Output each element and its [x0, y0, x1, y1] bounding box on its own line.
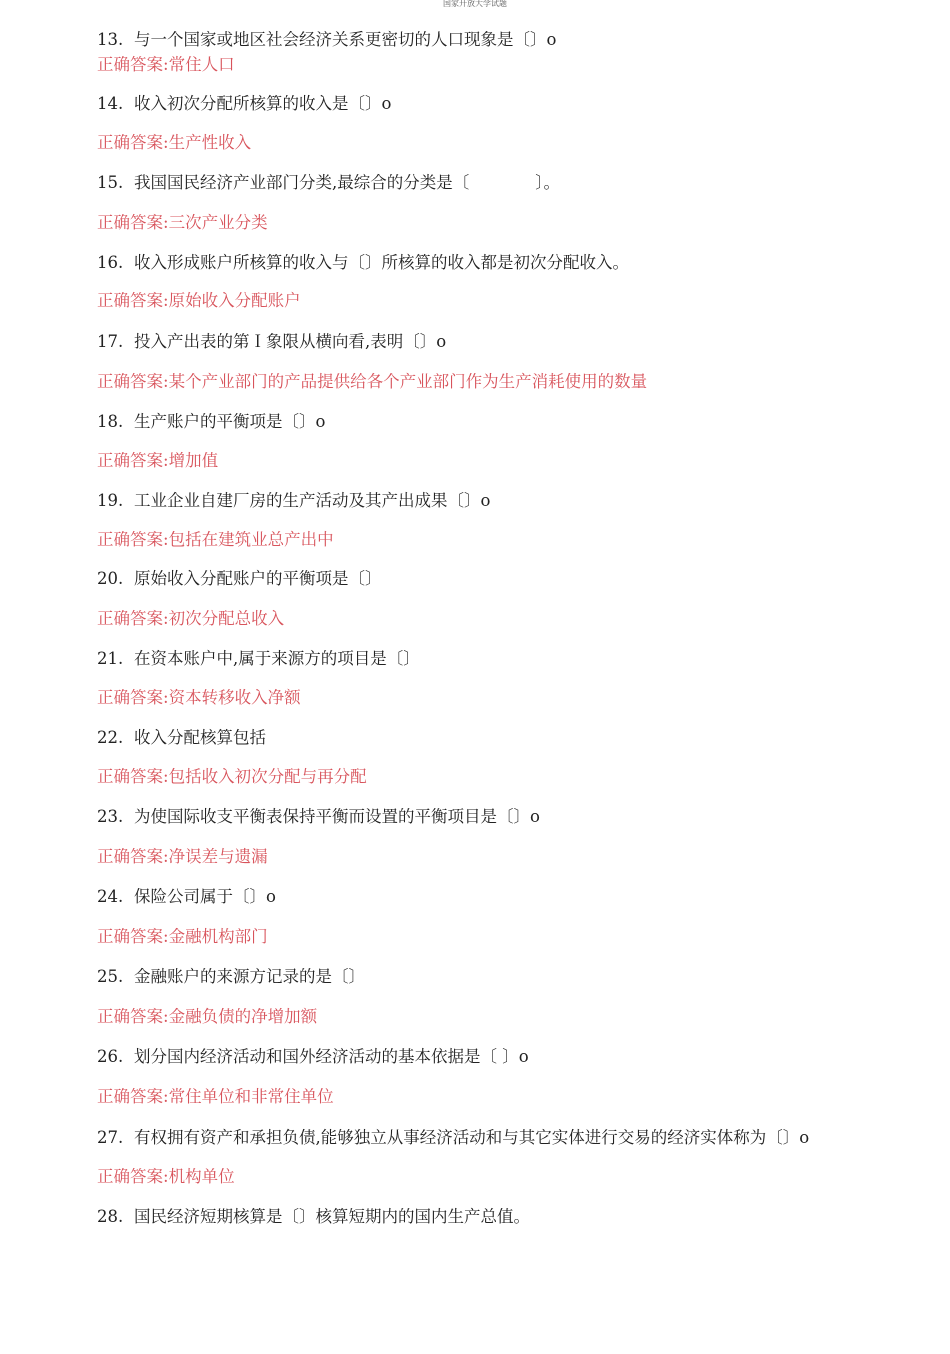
question-line: [97, 884, 276, 910]
question-text: 投入产出表的第Ｉ象限从横向看,表明〔〕o: [134, 332, 447, 351]
question-number: 23.: [97, 807, 124, 826]
question-text: 收入分配核算包括: [134, 728, 266, 747]
question-list: [0, 27, 950, 1244]
question-line: [97, 964, 365, 990]
question-item: [0, 91, 950, 170]
question-line: [97, 27, 556, 53]
question-line: [97, 566, 382, 592]
answer-line: [97, 844, 268, 870]
question-item: [0, 964, 950, 1044]
question-line: [97, 250, 629, 276]
answer-text: 某个产业部门的产品提供给各个产业部门作为生产消耗使用的数量: [168, 372, 648, 391]
question-item: [0, 170, 950, 250]
answer-prefix: 正确答案:: [97, 213, 169, 232]
answer-prefix: 正确答案:: [97, 55, 169, 74]
answer-text: 金融负债的净增加额: [168, 1007, 318, 1026]
question-text: 收入初次分配所核算的收入是〔〕o: [134, 94, 392, 113]
question-item: [0, 566, 950, 646]
answer-text: 常住单位和非常住单位: [168, 1087, 334, 1106]
question-item: [0, 250, 950, 329]
question-item: [0, 1204, 950, 1244]
question-line: [97, 725, 266, 751]
answer-text: 包括在建筑业总产出中: [168, 530, 334, 549]
answer-prefix: 正确答案:: [97, 767, 169, 786]
question-number: 15.: [97, 173, 124, 192]
answer-prefix: 正确答案:: [97, 927, 169, 946]
question-number: 16.: [97, 253, 124, 272]
question-text: 有权拥有资产和承担负债,能够独立从事经济活动和与其它实体进行交易的经济实体称为〔〕o: [134, 1128, 810, 1147]
answer-line: [97, 369, 647, 395]
question-text: 为使国际收支平衡表保持平衡而设置的平衡项目是〔〕o: [134, 807, 540, 826]
question-text: 划分国内经济活动和国外经济活动的基本依据是〔 〕o: [134, 1047, 529, 1066]
answer-prefix: 正确答案:: [97, 530, 169, 549]
question-number: 21.: [97, 649, 124, 668]
answer-text: 资本转移收入净额: [168, 688, 301, 707]
answer-prefix: 正确答案:: [97, 372, 169, 391]
question-number: 18.: [97, 412, 124, 431]
answer-line: [97, 764, 367, 790]
question-text: 保险公司属于〔〕o: [134, 887, 276, 906]
question-item: [0, 27, 950, 91]
question-item: [0, 1044, 950, 1125]
question-text: 收入形成账户所核算的收入与〔〕所核算的收入都是初次分配收入。: [134, 253, 629, 272]
question-text: 国民经济短期核算是〔〕核算短期内的国内生产总值。: [134, 1207, 530, 1226]
question-line: [97, 1125, 809, 1151]
answer-text: 净误差与遗漏: [168, 847, 268, 866]
answer-text: 生产性收入: [168, 133, 252, 152]
answer-prefix: 正确答案:: [97, 451, 169, 470]
answer-line: [97, 130, 251, 156]
question-item: [0, 329, 950, 409]
question-number: 13.: [97, 30, 124, 49]
answer-prefix: 正确答案:: [97, 133, 169, 152]
question-line: [97, 804, 540, 830]
answer-line: [97, 210, 268, 236]
question-line: [97, 329, 446, 355]
answer-line: [97, 924, 268, 950]
answer-line: [97, 606, 284, 632]
answer-line: [97, 52, 235, 78]
question-item: [0, 884, 950, 964]
question-number: 24.: [97, 887, 124, 906]
answer-text: 机构单位: [168, 1167, 235, 1186]
question-number: 25.: [97, 967, 124, 986]
question-number: 17.: [97, 332, 124, 351]
answer-text: 初次分配总收入: [168, 609, 285, 628]
answer-prefix: 正确答案:: [97, 847, 169, 866]
question-number: 20.: [97, 569, 124, 588]
question-item: [0, 1125, 950, 1204]
question-line: [97, 646, 420, 672]
answer-text: 原始收入分配账户: [168, 291, 301, 310]
question-text: 生产账户的平衡项是〔〕o: [134, 412, 326, 431]
question-line: [97, 170, 560, 196]
question-number: 28.: [97, 1207, 124, 1226]
answer-prefix: 正确答案:: [97, 609, 169, 628]
answer-line: [97, 527, 334, 553]
page-header: 国家开放大学试题: [443, 0, 507, 8]
answer-line: [97, 1004, 317, 1030]
question-number: 27.: [97, 1128, 124, 1147]
question-item: [0, 725, 950, 804]
answer-prefix: 正确答案:: [97, 688, 169, 707]
answer-prefix: 正确答案:: [97, 1007, 169, 1026]
question-line: [97, 488, 490, 514]
answer-prefix: 正确答案:: [97, 1167, 169, 1186]
question-line: [97, 91, 391, 117]
answer-text: 增加值: [168, 451, 219, 470]
answer-text: 包括收入初次分配与再分配: [168, 767, 367, 786]
answer-line: [97, 1164, 235, 1190]
answer-text: 常住人口: [168, 55, 235, 74]
question-item: [0, 488, 950, 566]
answer-line: [97, 1084, 334, 1110]
answer-text: 金融机构部门: [168, 927, 268, 946]
question-text: 原始收入分配账户的平衡项是〔〕: [134, 569, 382, 588]
question-text: 与一个国家或地区社会经济关系更密切的人口现象是〔〕o: [134, 30, 557, 49]
question-text: 在资本账户中,属于来源方的项目是〔〕: [134, 649, 420, 668]
question-number: 26.: [97, 1047, 124, 1066]
question-item: [0, 409, 950, 488]
question-number: 22.: [97, 728, 124, 747]
question-line: [97, 1044, 529, 1070]
answer-prefix: 正确答案:: [97, 291, 169, 310]
answer-line: [97, 288, 301, 314]
question-number: 14.: [97, 94, 124, 113]
question-line: [97, 409, 325, 435]
question-number: 19.: [97, 491, 124, 510]
question-item: [0, 804, 950, 884]
question-line: [97, 1204, 530, 1230]
question-text: 我国国民经济产业部门分类,最综合的分类是〔 〕。: [134, 173, 560, 192]
answer-line: [97, 448, 218, 474]
answer-prefix: 正确答案:: [97, 1087, 169, 1106]
question-text: 金融账户的来源方记录的是〔〕: [134, 967, 365, 986]
answer-line: [97, 685, 301, 711]
question-text: 工业企业自建厂房的生产活动及其产出成果〔〕o: [134, 491, 491, 510]
question-item: [0, 646, 950, 725]
answer-text: 三次产业分类: [168, 213, 268, 232]
